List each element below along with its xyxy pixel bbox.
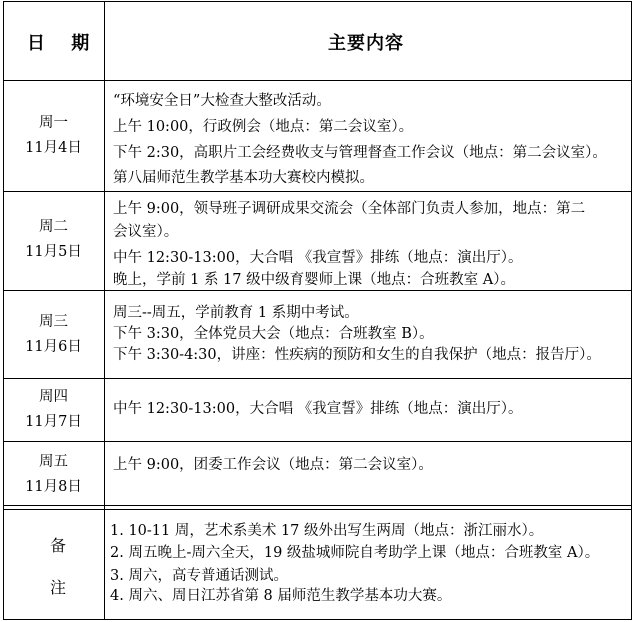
- weekday-label: 周五: [39, 454, 68, 470]
- table-bottom-border: [3, 619, 632, 620]
- date-label: 11月7日: [25, 414, 82, 430]
- row-date-wednesday: [3, 310, 104, 360]
- row-divider: [3, 80, 632, 81]
- row-date-thursday: [3, 385, 104, 435]
- row-divider: [3, 290, 632, 291]
- note-item: 1. 10-11 周，艺术系美术 17 级外出写生两周（地点：浙江丽水）。: [110, 523, 544, 539]
- table-right-border: [631, 1, 632, 620]
- note-item: 3. 周六，高专普通话测试。: [110, 568, 288, 584]
- schedule-item: 上午 9:00，团委工作会议（地点：第二会议室）。: [113, 457, 433, 473]
- schedule-item: “环境安全日”大检查大整改活动。: [113, 93, 331, 109]
- date-label: 11月8日: [25, 479, 82, 495]
- date-label: 11月4日: [25, 140, 82, 156]
- notes-label-second: 注: [50, 578, 67, 597]
- schedule-item: 中午 12:30-13:00，大合唱 《我宣誓》排练（地点：演出厅）。: [113, 401, 523, 417]
- schedule-item: 上午 9:00，领导班子调研成果交流会（全体部门负责人参加，地点：第二: [113, 201, 586, 217]
- schedule-item: 周三--周五，学前教育 1 系期中考试。: [113, 305, 359, 321]
- weekday-label: 周四: [39, 389, 68, 405]
- row-divider: [3, 441, 632, 442]
- schedule-item: 下午 3:30-4:30，讲座：性疾病的预防和女生的自我保护（地点：报告厅）。: [113, 347, 601, 363]
- row-divider: [3, 509, 632, 510]
- table-top-border: [3, 1, 632, 2]
- schedule-item: 中午 12:30-13:00，大合唱 《我宣誓》排练（地点：演出厅）。: [113, 250, 523, 266]
- row-date-tuesday: [3, 215, 104, 265]
- row-divider: [3, 191, 632, 192]
- header-date: 日 期: [27, 33, 100, 54]
- schedule-item: 上午 10:00，行政例会（地点：第二会议室）。: [113, 119, 414, 135]
- note-item: 2. 周五晚上-周六全天，19 级盐城师院自考助学上课（地点：合班教室 A）。: [110, 545, 600, 561]
- date-label: 11月6日: [25, 339, 82, 355]
- schedule-item: 晚上，学前 1 系 17 级中级育婴师上课（地点：合班教室 A）。: [113, 272, 515, 288]
- schedule-item: 下午 2:30，高职片工会经费收支与管理督查工作会议（地点：第二会议室）。: [113, 145, 607, 161]
- schedule-item: 第八届师范生教学基本功大赛校内模拟。: [113, 170, 374, 186]
- row-divider: [3, 505, 632, 506]
- date-label: 11月5日: [25, 244, 82, 260]
- header-content: 主要内容: [328, 33, 404, 54]
- schedule-item: 下午 3:30，全体党员大会（地点：合班教室 B）。: [113, 326, 434, 342]
- note-item: 4. 周六、周日江苏省第 8 届师范生教学基本功大赛。: [110, 588, 452, 604]
- weekday-label: 周三: [39, 314, 68, 330]
- notes-label-first: 备: [50, 536, 67, 555]
- row-date-monday: [3, 111, 104, 161]
- schedule-item: 会议室）。: [113, 224, 179, 240]
- weekday-label: 周一: [39, 115, 68, 131]
- column-divider: [104, 1, 105, 620]
- row-date-friday: [3, 450, 104, 500]
- weekday-label: 周二: [39, 219, 68, 235]
- row-divider: [3, 378, 632, 379]
